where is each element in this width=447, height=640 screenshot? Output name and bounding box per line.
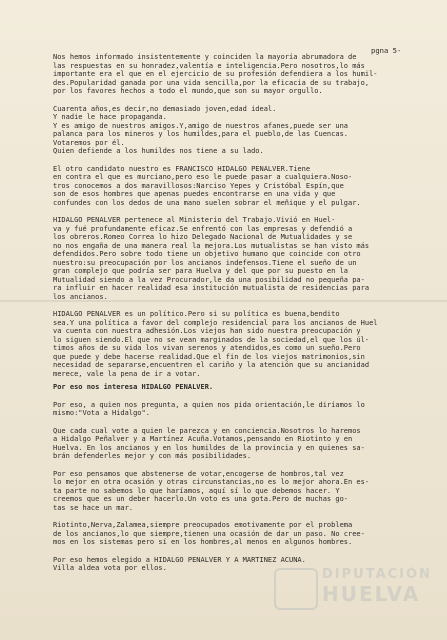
text-line: va y fué profundamente eficaz.Se enfrentó con las empresas y defendió a <box>53 224 353 233</box>
text-line: por los favores hechos a todo el mundo,que son su mayor orgullo. <box>53 87 323 95</box>
text-line: Votaremos por él. <box>53 138 125 147</box>
watermark-line2: HUELVA <box>322 582 421 606</box>
text-line: brán defenderles mejor y con más posibilidades. <box>53 452 252 460</box>
text-line: mismo:"Vota a Hidalgo". <box>53 409 150 417</box>
paragraph-gap <box>53 207 405 216</box>
paragraph-gap <box>53 301 405 310</box>
text-line: confundes con los dedos de una mano suelen sobrar el meñique y el pulgar. <box>53 198 361 207</box>
paragraph-gap <box>53 392 405 401</box>
text-line: Y nadie le hace propaganda. <box>53 113 167 121</box>
paragraph-gap <box>53 96 405 105</box>
text-line: des.Popularidad ganada por una vida sencilla,por la eficacia de su trabajo, <box>53 78 370 87</box>
text-line: Cuarenta años,es decir,no demasiado joven,edad ideal. <box>53 104 277 113</box>
text-line: creemos que es un deber hacerlo.Un voto es una gota.Pero de muchas go- <box>53 495 349 503</box>
text-line: merece, vale la pena de ir a votar. <box>53 369 201 378</box>
paragraph <box>53 401 405 418</box>
text-line: va cuenta con nuestra adhesión.Los viejos han sido nuestra preocupación y <box>53 327 361 335</box>
paragraph-gap <box>53 156 405 165</box>
text-line: Por eso, a quien nos pregunta, a quien nos pida orientación,le diríamos lo <box>53 400 365 409</box>
watermark-line1: DIPUTACIÓN <box>322 567 432 582</box>
paragraph-gap <box>53 512 405 521</box>
text-line: HIDALGO PEÑALVER es un político.Pero si su política es buena,bendito <box>53 310 340 318</box>
text-line: Riotinto,Nerva,Zalamea,siempre preocupados emotivamente por el problema <box>53 521 353 529</box>
paragraph <box>53 427 405 461</box>
text-line: Por eso pensamos que abstenerse de votar,encogerse de hombros,tal vez <box>53 469 344 478</box>
text-line: importante era el que en el ejercicio de su profesión defendiera a los humil- <box>53 70 378 78</box>
paragraph <box>53 105 405 156</box>
paragraph-gap <box>53 547 405 556</box>
text-line: los ancianos. <box>53 292 108 301</box>
text-line: El otro candidato nuestro es FRANCISCO HIDALGO PEÑALVER.Tiene <box>53 164 311 173</box>
paragraph <box>53 383 405 392</box>
text-line: Que cada cual vote a quien le parezca y en conciencia.Nosotros lo haremos <box>53 426 361 435</box>
text-line: palanca para los mineros y los humildes,para el pueblo,de las Cuencas. <box>53 130 349 138</box>
text-line: en contra el que es murciano,pero eso le puede pasar a cualquiera.Noso- <box>53 173 353 181</box>
text-line: tros conocemos a dos maravillosos:Narciso Yepes y Cristóbal Espín,que <box>53 181 344 190</box>
text-line: de los ancianos,lo que siempre,tienen una ocasión de dar un paso. No cree- <box>53 529 365 538</box>
paragraph <box>53 216 405 301</box>
text-line: a Hidalgo Peñalver y a Martínez Acuña.Votamos,pensando en Riotinto y en <box>53 435 353 443</box>
text-line: tas se hace un mar. <box>53 503 134 512</box>
document-body <box>53 53 405 573</box>
paragraph-gap <box>53 418 405 427</box>
text-line: timos años de su vida los vivan serenos y atendidos,es como un sueño.Pero <box>53 344 361 352</box>
paragraph <box>53 470 405 513</box>
archive-watermark <box>268 562 438 612</box>
text-line: Por eso nos interesa HIDALGO PEÑALVER. <box>53 383 214 391</box>
text-line: Y es amigo de nuestros amigos.Y,amigo de nuestros afanes,puede ser una <box>53 121 349 130</box>
text-line: mos en los sistemas pero sí en los hombres,al menos en algunos hombres. <box>53 538 353 546</box>
paragraph <box>53 53 405 96</box>
paragraph <box>53 165 405 208</box>
paragraph <box>53 521 405 547</box>
page-number: pgna 5- <box>371 46 402 55</box>
text-line: Quien defiende a los humildes nos tiene a su lado. <box>53 147 264 155</box>
paragraph-gap <box>53 461 405 470</box>
text-line: ta parte no sabemos lo que haríamos, aquí sí lo que debemos hacer. Y <box>53 486 340 495</box>
text-line: Huelva. En los ancianos y en los humildes de la provincia y en quienes sa- <box>53 443 365 452</box>
watermark-emblem-icon <box>274 568 318 610</box>
text-line: ra influir en hacer realidad esa institución mutualista de residencias para <box>53 284 370 292</box>
text-line: lo siguen siendo.El que no se vean marginados de la sociedad,el que los úl- <box>53 335 370 344</box>
text-line: son de esos hombres que apenas puedes encontrarse en una vida y que <box>53 190 336 198</box>
text-line: los obreros.Romeo Correa lo hizo Delegado Nacional de Mutualidades y se <box>53 233 353 241</box>
text-line: lo mejor en otra ocasión y otras circunstancias,no es lo mejor ahora.En es- <box>53 478 370 486</box>
text-line: las respuestas en su honradez,valentía e inteligencia.Pero nosotros,lo más <box>53 61 365 70</box>
text-line: que puede y debe hacerse realidad.Que el fin de los viejos matrimonios,sin <box>53 352 365 361</box>
text-line: HIDALGO PEÑALVER pertenece al Ministerio del Trabajo.Vivió en Huel- <box>53 216 336 224</box>
text-line: defendidos.Pero sobre todo tiene un objetivo humano que coincide con otro <box>53 250 361 258</box>
text-line: Villa aldea vota por ellos. <box>53 564 167 572</box>
text-line: Mutualidad siendo a la vez Procurador,le da una posibilidad no pequeña pa- <box>53 275 365 284</box>
paragraph <box>53 310 405 378</box>
text-line: Por eso hemos elegido a HIDALGO PEÑALVER Y A MARTINEZ ACUÑA. <box>53 555 306 564</box>
text-line: gran complejo que podría ser para Huelva y del que por su puesto en la <box>53 267 349 275</box>
text-line: sea.Y una política a favor del complejo residencial para los ancianos de Huel <box>53 318 378 327</box>
text-line: necesidad de separarse,encuentren el cariño y la atención que su ancianidad <box>53 361 370 369</box>
text-line: Nos hemos informado insistentemente y coinciden la mayoría abrumadora de <box>53 53 357 61</box>
text-line: no nos engaña de una manera real la mejora.Los mutualistas se han visto más <box>53 241 370 250</box>
text-line: nuestro:su preocupación por los ancianos indefensos.Tiene el sueño de un <box>53 258 357 267</box>
